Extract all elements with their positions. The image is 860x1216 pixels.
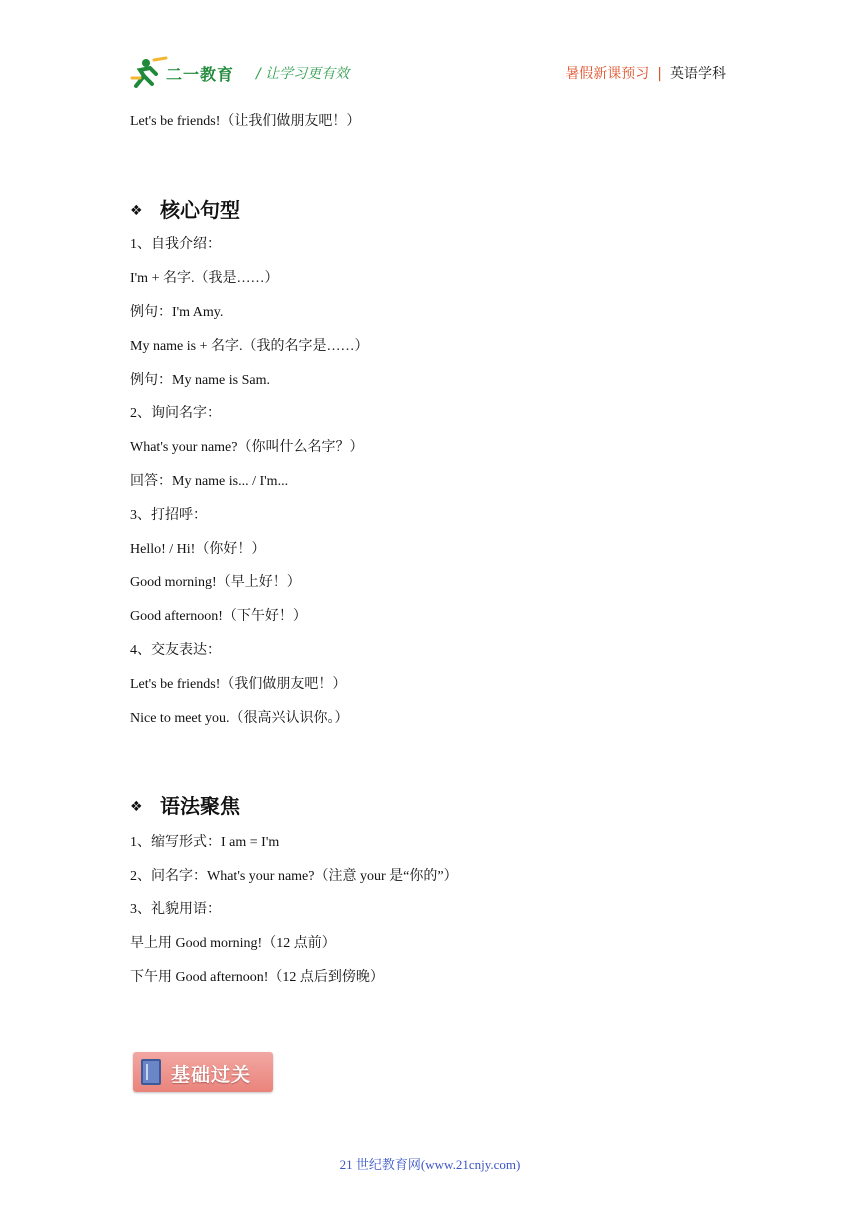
header-separator: | [657, 66, 662, 82]
badge-label: 基础过关 [171, 1064, 252, 1086]
text-line: 例句：My name is Sam. [130, 373, 270, 388]
text-line: Hello! / Hi!（你好！） [130, 542, 266, 557]
subject-label: 英语学科 [670, 66, 726, 82]
section-title: 语法聚焦 [160, 794, 240, 818]
logo-text: 二一教育 [166, 65, 235, 84]
logo [130, 56, 250, 90]
text-line: I'm + 名字.（我是……） [130, 271, 279, 286]
text-line: 4、交友表达： [130, 643, 221, 658]
intro-line: Let's be friends!（让我们做朋友吧！） [130, 114, 361, 129]
text-line: What's your name?（你叫什么名字？） [130, 440, 364, 455]
book-icon [141, 1059, 161, 1085]
text-line: 3、礼貌用语： [130, 902, 221, 917]
slogan: / 让学习更有效 [256, 66, 350, 82]
header-right [565, 63, 726, 83]
diamond-bullet-icon: ❖ [130, 203, 143, 219]
text-line: 2、询问名字： [130, 406, 221, 421]
text-line: Nice to meet you.（很高兴认识你。） [130, 711, 349, 726]
course-label: 暑假新课预习 [565, 66, 650, 82]
text-line: 3、打招呼： [130, 508, 207, 523]
text-line: Good morning!（早上好！） [130, 575, 301, 590]
text-line: 回答：My name is... / I'm... [130, 474, 289, 489]
text-line: 例句：I'm Amy. [130, 305, 224, 320]
text-line: 2、问名字：What's your name?（注意 your 是“你的”） [130, 869, 458, 884]
page-footer: 21 世纪教育网(www.21cnjy.com) [339, 1157, 521, 1172]
section-title: 核心句型 [160, 198, 240, 222]
section-heading-grammar [130, 790, 240, 819]
text-line: 1、自我介绍： [130, 237, 221, 252]
text-line: 1、缩写形式：I am = I'm [130, 835, 280, 850]
diamond-bullet-icon: ❖ [130, 799, 143, 815]
runner-icon [130, 56, 170, 90]
text-line: Let's be friends!（我们做朋友吧！） [130, 677, 347, 692]
section-heading-core [130, 194, 240, 223]
text-line: Good afternoon!（下午好！） [130, 609, 307, 624]
text-line: 早上用 Good morning!（12 点前） [130, 936, 336, 951]
page-header [130, 56, 730, 92]
section-badge [133, 1052, 273, 1092]
text-line: My name is + 名字.（我的名字是……） [130, 339, 369, 354]
text-line: 下午用 Good afternoon!（12 点后到傍晚） [130, 970, 384, 985]
